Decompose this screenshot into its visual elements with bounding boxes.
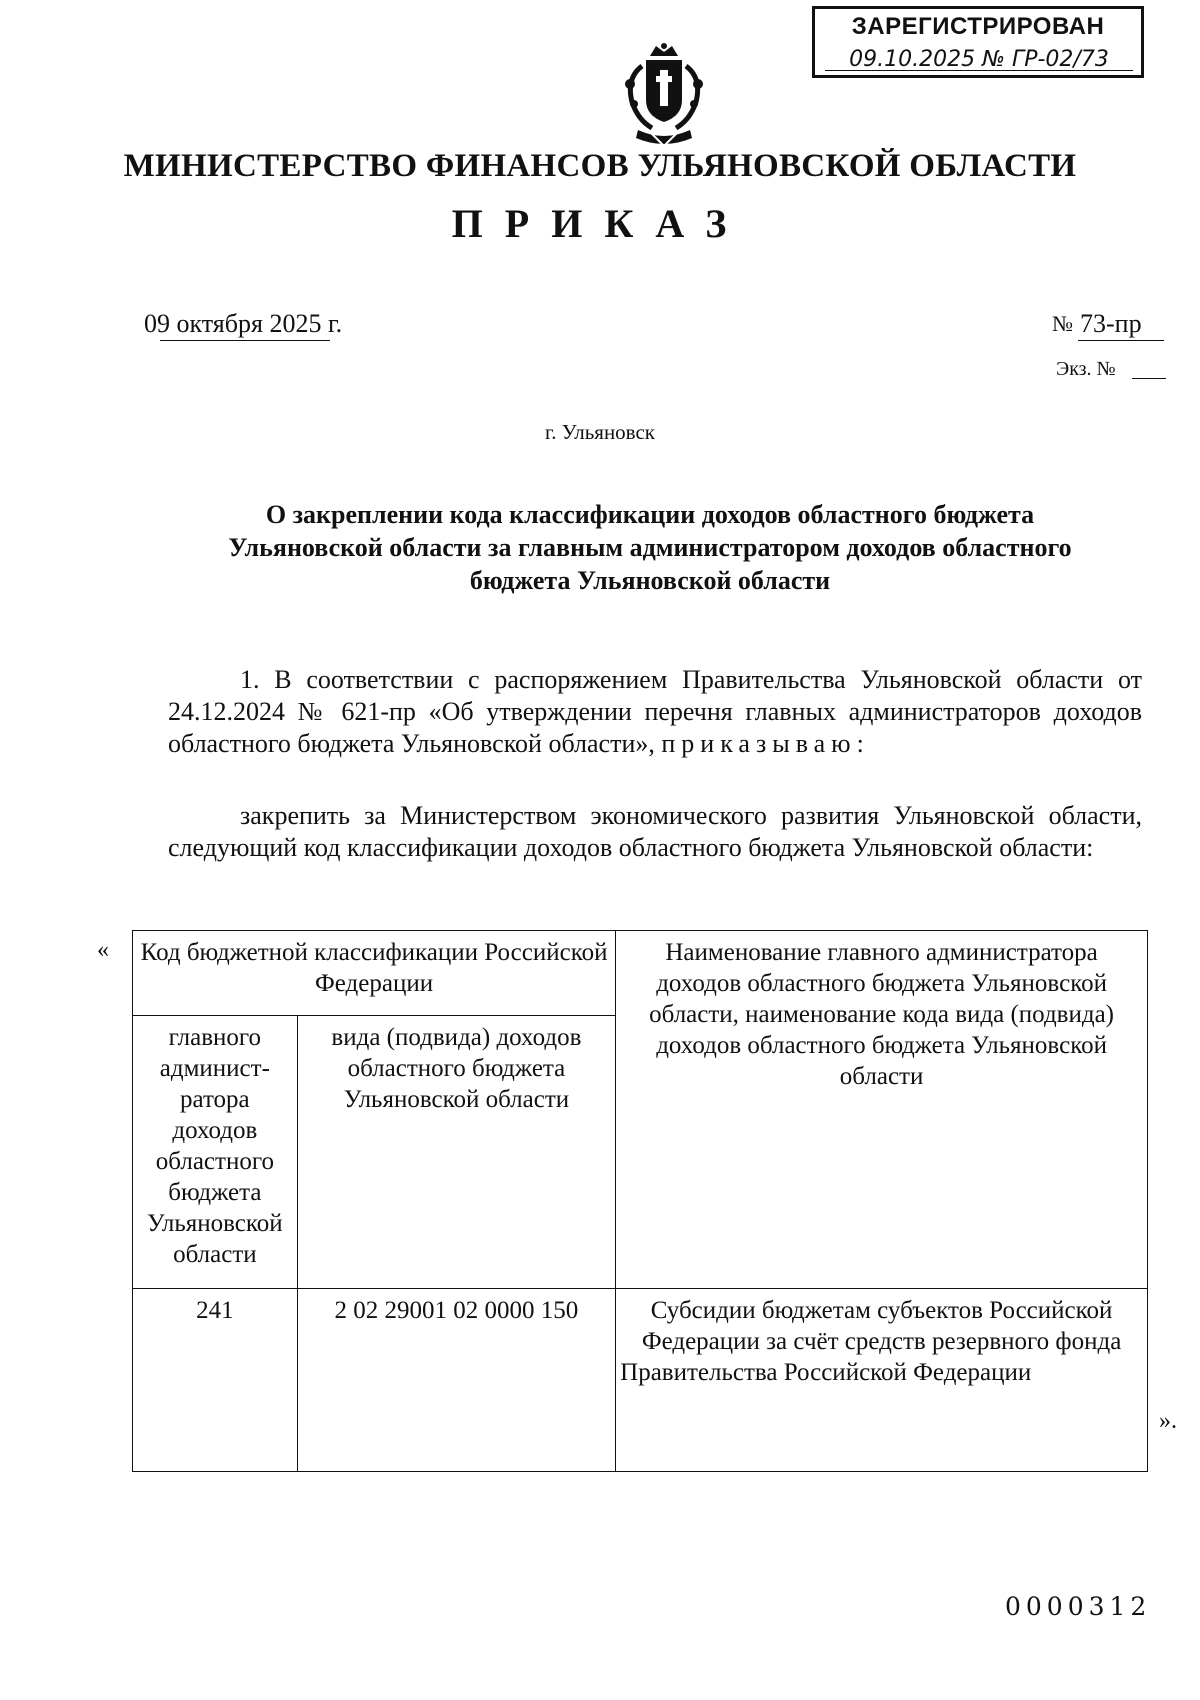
stamp-underline	[825, 70, 1133, 71]
stamp-handwritten-text: 09.10.2025 № ГР-02/73	[849, 47, 1109, 72]
order-date: 09 октября 2025 г.	[144, 309, 343, 338]
header-code-group: Код бюджетной классификации Российской Федерации	[133, 931, 616, 1016]
stamp-title: ЗАРЕГИСТРИРОВАН	[851, 13, 1105, 40]
table-quote-open: «	[97, 937, 109, 963]
copy-number-blank	[1132, 378, 1166, 379]
ministry-name: МИНИСТЕРСТВО ФИНАНСОВ УЛЬЯНОВСКОЙ ОБЛАСТИ	[123, 148, 1077, 184]
stamp-handwritten-registration	[825, 47, 1133, 73]
classification-table	[132, 930, 1148, 1472]
header-income-code: вида (подвида) доходов областного бюджета Ульяновской области	[297, 1016, 615, 1289]
body-paragraph-1-text: 1. В соответствии с распоряжением Правительства Ульяновской области от 24.12.2024 № 621-пр «Об утверждении перечня главных администраторов доходов областного бюджета Ульяновской области»,	[168, 665, 1142, 758]
cell-admin-code: 241	[133, 1289, 298, 1472]
form-serial-number: 0000312	[1005, 1592, 1152, 1621]
header-name: Наименование главного администратора доходов областного бюджета Ульяновской области, наименование кода вида (подвида) доходов областного бюджета Ульяновской области	[616, 931, 1148, 1289]
order-number-label: №	[1052, 311, 1073, 336]
table-quote-close: ».	[1159, 1408, 1177, 1434]
coat-of-arms-icon	[612, 42, 716, 152]
registration-stamp	[812, 6, 1144, 78]
body-paragraph-1	[168, 664, 1142, 760]
copy-number-label: Экз. №	[1056, 358, 1116, 380]
table-header-row-1	[133, 931, 1148, 1016]
table-row	[133, 1289, 1148, 1472]
cell-income-code: 2 02 29001 02 0000 150	[297, 1289, 615, 1472]
document-type: ПРИКАЗ	[451, 201, 749, 246]
order-title: О закреплении кода классификации доходов областного бюджета Ульяновской области за главным администратором доходов областного бюджета Ульяновской области	[228, 500, 1072, 595]
cell-income-name: Субсидии бюджетам субъектов Российской Федерации за счёт средств резервного фонда Правительства Российской Федерации	[616, 1289, 1148, 1472]
number-underline	[1078, 340, 1164, 341]
prikazyvayu-word: приказываю:	[661, 729, 870, 758]
city: г. Ульяновск	[544, 420, 655, 444]
body-paragraph-2: закрепить за Министерством экономического развития Ульяновской области, следующий код классификации доходов областного бюджета Ульяновской области:	[168, 801, 1142, 862]
date-underline	[160, 340, 330, 341]
order-number: 73-пр	[1080, 309, 1142, 338]
header-admin-code: главного админист-ратора доходов областного бюджета Ульяновской области	[133, 1016, 298, 1289]
